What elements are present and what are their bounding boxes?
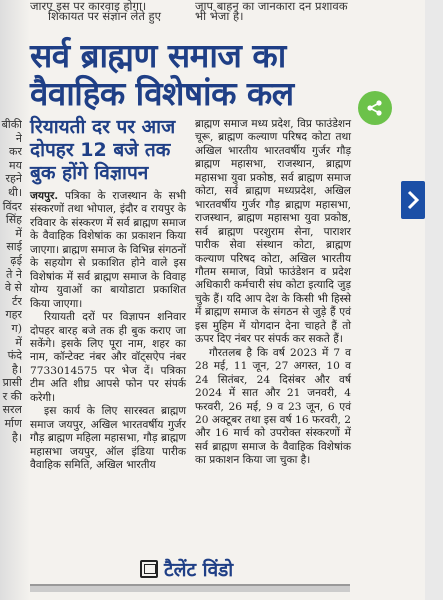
- fragment-line: वे से: [4, 281, 22, 295]
- paragraph-1: [30, 190, 186, 311]
- dateline: जयपुर.: [30, 190, 59, 202]
- fragment-line: प्रासी: [2, 376, 22, 390]
- article-column-1: [30, 190, 186, 473]
- fragment-line: ग): [11, 321, 22, 335]
- fragment-line: र्टर: [11, 294, 22, 308]
- next-page-button[interactable]: [401, 181, 425, 219]
- fragment-line: साई: [6, 240, 22, 254]
- share-button[interactable]: [358, 91, 392, 125]
- fragment-line: विंदर: [2, 199, 22, 213]
- top-text-1: जारए इस पर कारवाइ होगा।: [30, 0, 147, 13]
- article-subheadline: रियायती दर पर आज दोपहर 12 बजे तक बुक होंगे विज्ञापन: [30, 116, 176, 184]
- fragment-line: ते ने: [6, 267, 22, 281]
- paragraph-2: रियायती दरों पर विज्ञापन शनिवार दोपहर बारह बजे तक ही बुक कराए जा सकेंगे। इसके लिए पूरा नाम, शहर का नाम, कॉन्टेक्ट नंबर और वॉट्सऐप नंबर 7733014575 पर भेज दें। पत्रिका टीम अति शीघ्र आपसे फोन पर संपर्क करेगी।: [30, 311, 186, 404]
- fragment-line: है।: [11, 362, 22, 376]
- paragraph-3: इस कार्य के लिए सारस्वत ब्राह्मण समाज जयपुर, अखिल भारतवर्षीय गुर्जर गौड़ ब्राह्मण महिला महासभा, गौड़ ब्राह्मण महासभा जयपुर, ऑल इंडिया पारीक वैवाहिक समिति, अखिल भारतीय: [30, 405, 186, 472]
- fragment-line: सरल: [2, 403, 22, 417]
- top-text-2: शिकायत पर संज्ञान लेते हुए: [48, 9, 162, 23]
- fragment-line: बीकी: [1, 118, 22, 131]
- right-margin: [425, 0, 443, 600]
- fragment-line: रहने: [5, 172, 22, 186]
- article-column-2: [195, 118, 351, 468]
- fragment-line: र की: [2, 389, 22, 403]
- fragment-line: ढ़ई: [10, 253, 22, 267]
- fragment-line: फंदे: [7, 349, 22, 363]
- footer-strip: [30, 584, 350, 592]
- paragraph-5: गौरतलब है कि वर्ष 2023 में 7 व 28 मई, 11 जून, 27 अगस्त, 10 व 24 सितंबर, 24 दिसंबर और वर्ष 2024 में सात और 21 जनवरी, 4 फरवरी, 26 मई, 9 व 23 जून, 6 एवं 20 अक्टूबर तथा इस वर्ष 16 फरवरी, 2 और 16 मार्च को उपरोक्त संस्करणों में सर्व ब्राह्मण समाज के वैवाहिक विशेषांक का प्रकाशन किया जा चुका है।: [195, 346, 351, 467]
- fragment-line: ने: [15, 131, 22, 145]
- fragment-line: गहर: [5, 308, 22, 322]
- top-text-4: भी भेजा है।: [195, 9, 244, 23]
- fragment-line: है।: [11, 430, 22, 444]
- fragment-line: मय: [9, 158, 22, 172]
- paragraph-1-text: पत्रिका के राजस्थान के सभी संस्करणों तथा भोपाल, इंदौर व रायपुर के रविवार के संस्करण में सर्व ब्राह्मण समाज के वैवाहिक विशेषांक का प्रकाशन किया जाएगा। ब्राह्मण समाज के विभिन्न संगठनों के सहयोग से प्रकाशित होने वाले इस विशेषांक में सर्व ब्राह्मण समाज के विवाह योग्य युवाओं का बायोडाटा प्रकाशित किया जाएगा।: [30, 190, 186, 310]
- talent-window-logo: [140, 555, 233, 583]
- fragment-line: सिंह: [5, 213, 22, 227]
- fragment-line: कर: [9, 145, 22, 159]
- fragment-line: में: [15, 226, 22, 240]
- adjacent-column-fragments: [0, 118, 22, 508]
- fragment-line: थी।: [7, 185, 22, 199]
- top-text-3: जाप बाहन का जानकारा दन प्रशावक: [195, 0, 348, 13]
- share-icon: [366, 99, 384, 117]
- article-headline: सर्व ब्राह्मण समाज का वैवाहिक विशेषांक कल: [30, 36, 294, 113]
- chevron-right-icon: [406, 189, 420, 211]
- previous-article-strip: [20, 0, 350, 24]
- fragment-line: र्माण: [4, 417, 22, 431]
- logo-text: टैलेंट विंडो: [164, 559, 234, 581]
- paragraph-4: ब्राह्मण समाज मध्य प्रदेश, विप्र फाउंडेशन चूरू, ब्राह्मण कल्याण परिषद कोटा तथा अखिल भारतीय भारतवर्षीय गुर्जर गौड़ ब्राह्मण महासभा, राजस्थान, ब्राह्मण महासभा युवा प्रकोष्ठ, सर्व ब्राह्मण समाज कोटा, सर्व ब्राह्मण मध्यप्रदेश, अखिल भारतवर्षीय गुर्जर गौड़ ब्राह्मण महासभा, राजस्थान, ब्राह्मण महासभा युवा प्रकोष्ठ, सर्व ब्राह्मण परशुराम सेना, पाराशर पारीक सेवा संस्थान कोटा, ब्राह्मण कल्याण परिषद कोटा, अखिल भारतीय गौतम समाज, विप्रो फाउंडेशन व प्रदेश अधिकारी कर्मचारी संघ कोटा इत्यादि जुड़ चुके हैं। यदि आप देश के किसी भी हिस्से में ब्राह्मण समाज के संगठन से जुड़े हैं एवं इस मुहिम में योगदान देना चाहते हैं तो ऊपर दिए नंबर पर संपर्क कर सकते हैं।: [195, 118, 351, 346]
- tv-icon: [140, 560, 158, 578]
- fragment-line: में: [15, 335, 22, 349]
